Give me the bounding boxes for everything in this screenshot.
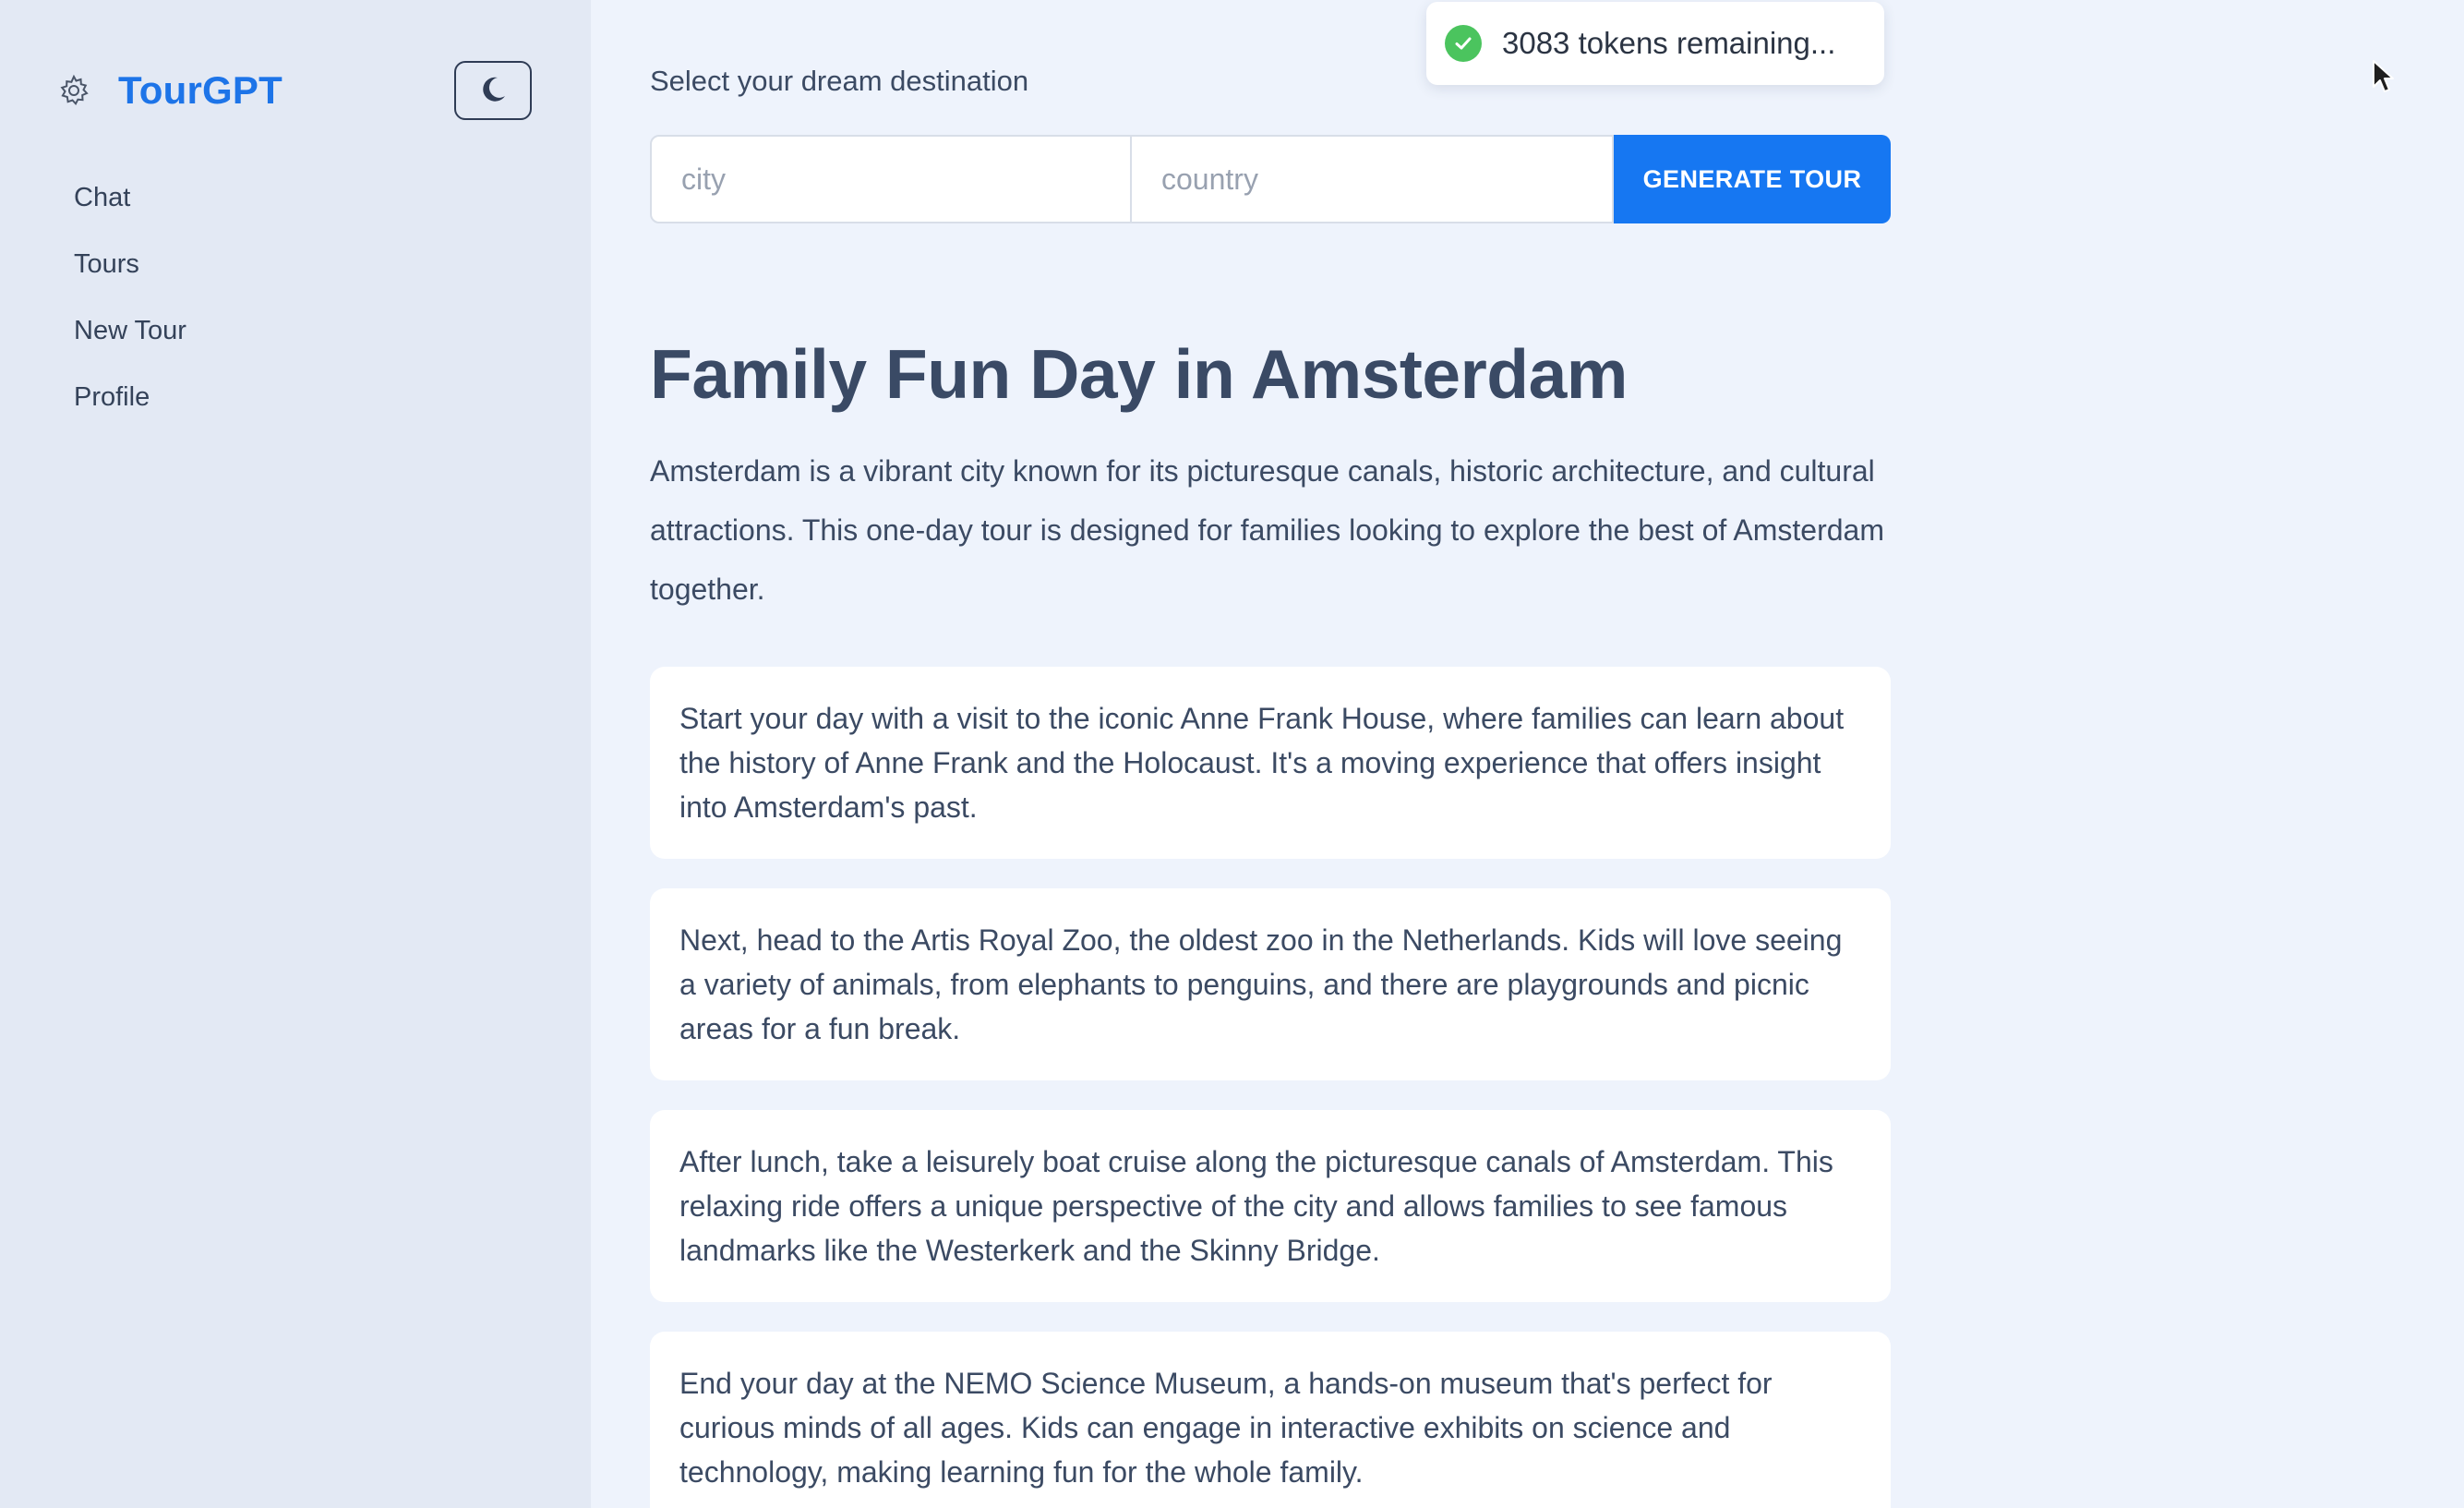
sidebar-item-new-tour[interactable]: New Tour xyxy=(74,316,186,345)
moon-icon xyxy=(477,74,509,108)
destination-label: Select your dream destination xyxy=(650,65,1029,97)
sidebar-item-chat[interactable]: Chat xyxy=(74,183,131,212)
city-input[interactable] xyxy=(650,135,1132,223)
tour-stop-card: Next, head to the Artis Royal Zoo, the oldest zoo in the Netherlands. Kids will love seeing a variety of animals, from elephants to penguins, and there are playgrounds and picnic areas for a fun break. xyxy=(650,888,1891,1080)
brand[interactable] xyxy=(57,63,282,118)
sidebar-item-profile[interactable]: Profile xyxy=(74,382,150,412)
tour-title: Family Fun Day in Amsterdam xyxy=(650,335,1628,413)
check-circle-icon xyxy=(1445,25,1482,62)
destination-form xyxy=(650,135,1891,223)
mouse-cursor-icon xyxy=(2371,59,2397,96)
tour-stop-card: Start your day with a visit to the iconic Anne Frank House, where families can learn about the history of Anne Frank and the Holocaust. It's a moving experience that offers insight into Amsterdam's past. xyxy=(650,667,1891,859)
gear-icon xyxy=(57,74,90,107)
tokens-toast xyxy=(1426,2,1884,85)
tour-stop-card: After lunch, take a leisurely boat cruise along the picturesque canals of Amsterdam. This relaxing ride offers a unique perspective of the city and allows families to see famous landmarks like the Westerkerk and the Skinny Bridge. xyxy=(650,1110,1891,1302)
tour-stops-list xyxy=(650,667,1891,1508)
main-content xyxy=(591,0,2464,1508)
country-input[interactable] xyxy=(1132,135,1614,223)
sidebar-item-tours[interactable]: Tours xyxy=(74,249,139,279)
tour-stop-card: End your day at the NEMO Science Museum, a hands-on museum that's perfect for curious minds of all ages. Kids can engage in interactive exhibits on science and technology, making learning fun for the whole family. xyxy=(650,1332,1891,1508)
brand-name: TourGPT xyxy=(118,68,282,112)
toast-message: 3083 tokens remaining... xyxy=(1502,26,1836,60)
tour-description: Amsterdam is a vibrant city known for its picturesque canals, historic architecture, and cultural attractions. This one-day tour is designed for families looking to explore the best of Amsterdam together. xyxy=(650,454,1884,606)
generate-tour-button[interactable]: GENERATE TOUR xyxy=(1614,135,1891,223)
sidebar-nav xyxy=(44,164,561,430)
sidebar xyxy=(0,0,591,1508)
theme-toggle-button[interactable] xyxy=(454,61,532,120)
